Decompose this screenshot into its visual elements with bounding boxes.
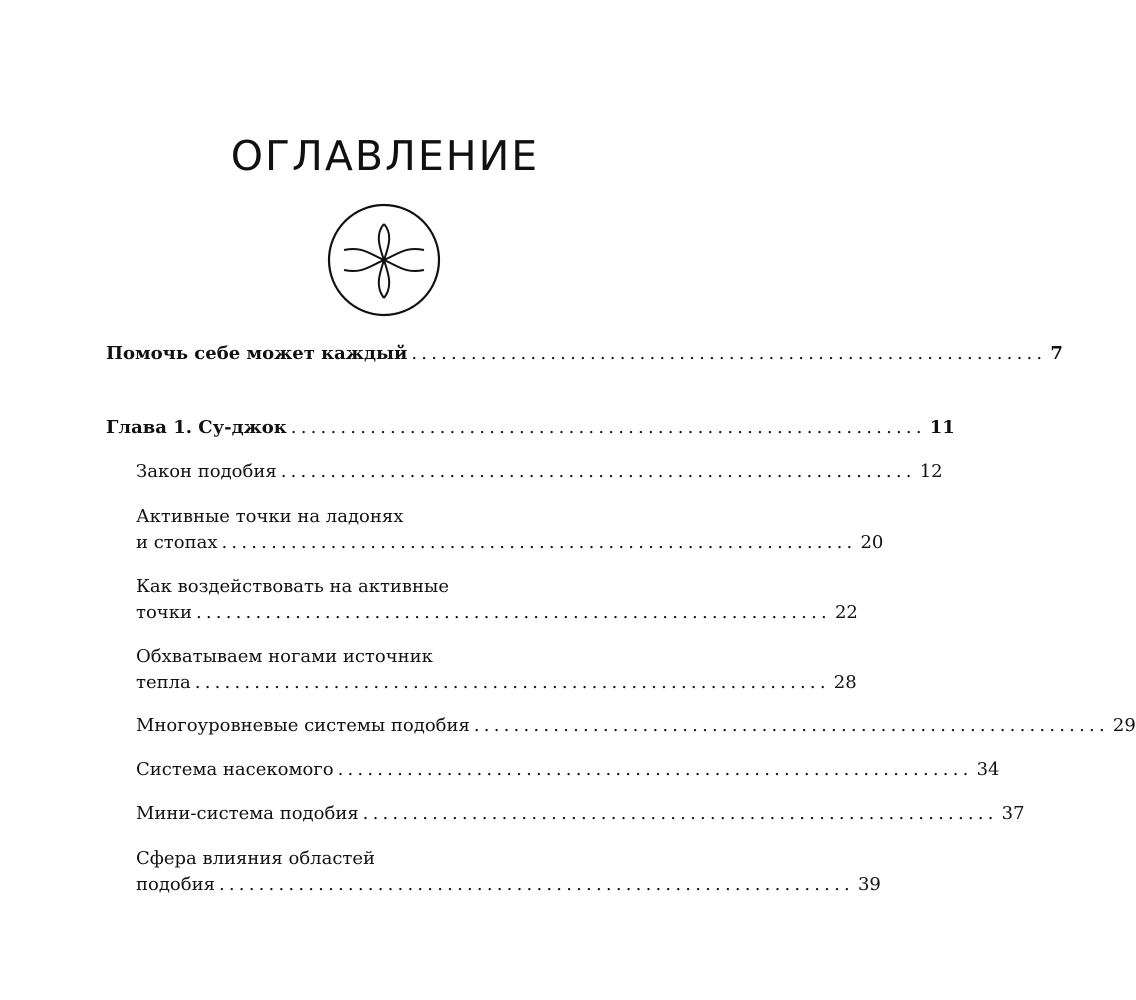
toc-entry-title-line2: точки	[136, 602, 192, 623]
dot-leader: ................................................................	[195, 602, 831, 623]
toc-entry-sphere-of-influence[interactable]	[136, 846, 881, 898]
toc-entry-title: Закон подобия	[136, 461, 277, 482]
toc-entry-intro[interactable]	[106, 341, 1063, 367]
toc-page-number: 20	[860, 532, 884, 553]
toc-entry-title: Глава 1. Су-джок	[106, 417, 287, 438]
dot-leader: ................................................................	[411, 343, 1047, 364]
toc-entry-title: Система насекомого	[136, 759, 334, 780]
toc-entry-multilevel-systems[interactable]	[136, 713, 1136, 739]
toc-entry-chapter-1[interactable]	[106, 415, 955, 441]
toc-page-number: 12	[919, 461, 943, 482]
toc-entry-title-line1: Сфера влияния областей	[136, 848, 376, 869]
toc-entry-active-points[interactable]	[136, 504, 884, 556]
dot-leader: ................................................................	[337, 759, 973, 780]
dot-leader: ................................................................	[218, 874, 854, 895]
toc-page-number: 34	[976, 759, 1000, 780]
dot-leader: ................................................................	[290, 417, 926, 438]
dot-leader: ................................................................	[362, 803, 998, 824]
toc-page-number: 37	[1001, 803, 1025, 824]
page-title: ОГЛАВЛЕНИЕ	[230, 132, 540, 180]
toc-entry-title: Помочь себе может каждый	[106, 343, 408, 364]
toc-entry-title: Многоуровневые системы подобия	[136, 715, 470, 736]
toc-entry-similarity-law[interactable]	[136, 459, 943, 485]
dot-leader: ................................................................	[473, 715, 1109, 736]
toc-entry-title: Мини-система подобия	[136, 803, 359, 824]
toc-page-number: 39	[857, 874, 881, 895]
toc-entry-mini-system[interactable]	[136, 801, 1025, 827]
dot-leader: ................................................................	[280, 461, 916, 482]
toc-page-number: 29	[1112, 715, 1136, 736]
toc-entry-title-line2: подобия	[136, 874, 215, 895]
dot-leader: ................................................................	[194, 672, 830, 693]
toc-entry-title-line1: Как воздействовать на активные	[136, 576, 450, 597]
toc-entry-title-line1: Активные точки на ладонях	[136, 506, 404, 527]
toc-entry-title-line1: Обхватываем ногами источник	[136, 646, 433, 667]
toc-page-number: 28	[833, 672, 857, 693]
toc-page-number: 7	[1050, 343, 1063, 364]
toc-entry-how-to-affect[interactable]	[136, 574, 858, 626]
toc-entry-insect-system[interactable]	[136, 757, 1000, 783]
toc-page-number: 22	[834, 602, 858, 623]
toc-entry-heat-source[interactable]	[136, 644, 857, 696]
toc-entry-title-line2: тепла	[136, 672, 191, 693]
dot-leader: ................................................................	[221, 532, 857, 553]
toc-page-number: 11	[929, 417, 955, 438]
toc-entry-title-line2: и стопах	[136, 532, 218, 553]
